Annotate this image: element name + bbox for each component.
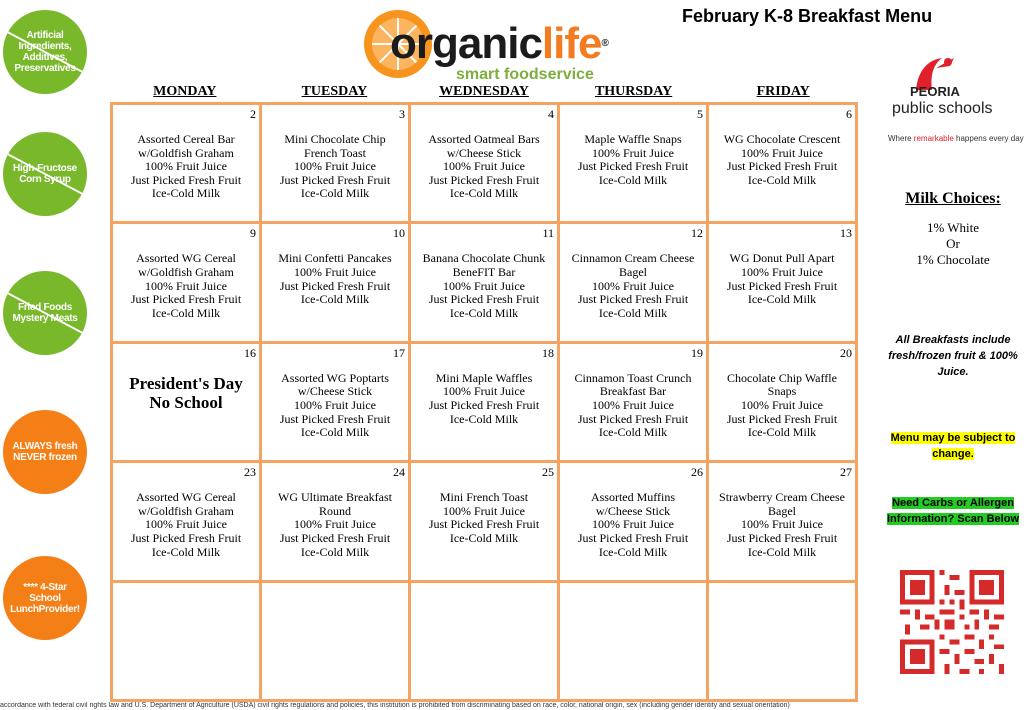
menu-item: Round [318,503,351,518]
menu-item: Cinnamon Toast Crunch [574,370,692,385]
menu-items [411,344,557,426]
menu-item: w/Cheese Stick [446,145,522,160]
peoria-tagline: Where remarkable happens every day [888,134,1024,143]
menu-item: Ice-Cold Milk [598,544,668,559]
day-number: 24 [393,465,405,480]
menu-item: Bagel [619,264,647,279]
logo-tagline: smart foodservice [456,66,594,83]
breakfast-note: All Breakfasts include fresh/frozen fruit & 100% Juice. [888,334,1018,378]
menu-item: Ice-Cold Milk [747,292,817,307]
menu-item: Ice-Cold Milk [300,544,370,559]
day-cell [560,463,706,579]
weekday-monday: MONDAY [153,84,217,99]
menu-item: 100% Fruit Juice [592,278,674,293]
menu-item: Just Picked Fresh Fruit [577,411,689,426]
menu-item: Assorted Muffins [590,490,676,505]
menu-item: Just Picked Fresh Fruit [279,530,391,545]
menu-item: Chocolate Chip Waffle [727,370,837,385]
menu-item: WG Ultimate Breakfast [278,490,392,505]
menu-item: 100% Fruit Juice [145,517,227,532]
nondiscrimination-footer: accordance with federal civil rights law and U.S. Department of Agriculture (USDA) civil rights regulations and policies, this institution is prohibited from discriminating based on race, color, national origin, sex (including gender identity and sexual orientation) [0,702,790,709]
day-number: 6 [846,107,852,121]
menu-item: Ice-Cold Milk [747,544,817,559]
badge-text: Fried Foods Mystery Meats [12,302,78,324]
menu-item: Just Picked Fresh Fruit [130,292,242,307]
peoria-title: PEORIA [910,84,960,99]
day-number: 18 [542,345,554,360]
peoria-subtitle: public schools [892,100,993,117]
day-number: 5 [697,107,703,121]
menu-item: 100% Fruit Juice [741,264,823,279]
menu-title: February K-8 Breakfast Menu [682,6,933,26]
menu-item: Ice-Cold Milk [747,172,817,187]
day-cell [411,463,557,579]
milk-choices-title: Milk Choices: [905,190,1001,207]
menu-item: w/Goldfish Graham [138,503,234,518]
day-cell [709,583,855,699]
menu-item: 100% Fruit Juice [741,145,823,160]
menu-items [411,463,557,545]
menu-item: Ice-Cold Milk [449,530,519,545]
day-number: 20 [840,345,852,360]
menu-item: 100% Fruit Juice [145,278,227,293]
milk-option: 1% White [926,220,980,235]
menu-item: 100% Fruit Juice [741,517,823,532]
day-cell [262,105,408,221]
menu-item: Just Picked Fresh Fruit [577,159,689,174]
day-number: 27 [840,465,852,480]
menu-item: 100% Fruit Juice [592,397,674,412]
day-number: 9 [250,226,256,241]
day-cell [113,463,259,579]
menu-items [411,224,557,320]
menu-item: Ice-Cold Milk [300,292,370,307]
menu-item: French Toast [304,145,366,160]
day-cell [262,344,408,460]
menu-item: Ice-Cold Milk [598,425,668,440]
day-cell [709,105,855,221]
menu-item: Ice-Cold Milk [449,411,519,426]
day-cell [560,224,706,340]
menu-item: Ice-Cold Milk [151,544,221,559]
menu-item: Just Picked Fresh Fruit [279,172,391,187]
menu-item: Snaps [767,384,797,399]
day-cell [113,344,259,460]
menu-item: 100% Fruit Juice [443,384,525,399]
menu-item: Just Picked Fresh Fruit [428,397,540,412]
menu-item: Just Picked Fresh Fruit [428,517,540,532]
menu-item: 100% Fruit Juice [592,517,674,532]
menu-item: Ice-Cold Milk [151,305,221,320]
milk-choices-list [884,220,1022,268]
menu-item: Assorted WG Poptarts [281,370,389,385]
menu-items [262,224,408,306]
menu-item: Banana Chocolate Chunk [422,251,546,266]
menu-items [709,583,855,611]
menu-item: Just Picked Fresh Fruit [279,411,391,426]
day-cell [411,224,557,340]
menu-items [262,344,408,440]
day-number: 23 [244,465,256,480]
menu-item: Cinnamon Cream Cheese [571,251,695,266]
menu-items [560,224,706,320]
day-cell [262,583,408,699]
menu-items [113,344,259,412]
menu-item: Ice-Cold Milk [300,186,370,201]
menu-item: Just Picked Fresh Fruit [726,411,838,426]
menu-items [560,344,706,440]
badge-1 [3,10,87,94]
menu-calendar [110,102,858,702]
menu-items [262,105,408,201]
milk-option: 1% Chocolate [916,252,990,267]
day-number: 16 [244,345,256,360]
day-number: 2 [250,107,256,121]
day-cell [113,583,259,699]
menu-item: 100% Fruit Juice [592,145,674,160]
menu-item: 100% Fruit Juice [294,517,376,532]
day-number: 3 [399,107,405,121]
menu-item: Just Picked Fresh Fruit [279,278,391,293]
menu-item: Just Picked Fresh Fruit [726,530,838,545]
menu-items [262,463,408,559]
menu-item: Just Picked Fresh Fruit [726,278,838,293]
menu-items [560,583,706,611]
menu-items [262,583,408,611]
badge-5 [3,556,87,640]
badge-text: **** 4-Star School LunchProvider! [10,581,80,615]
menu-item: Just Picked Fresh Fruit [428,172,540,187]
menu-item: Strawberry Cream Cheese [719,490,845,505]
day-cell [113,105,259,221]
menu-item: Assorted Cereal Bar [137,132,235,146]
day-cell [560,105,706,221]
menu-item: Ice-Cold Milk [747,425,817,440]
day-cell [709,224,855,340]
day-cell [411,105,557,221]
menu-items [113,105,259,201]
menu-items [709,344,855,440]
day-number: 17 [393,345,405,360]
day-cell [709,463,855,579]
menu-items [411,583,557,611]
menu-item: w/Goldfish Graham [138,264,234,279]
menu-item: 100% Fruit Juice [741,397,823,412]
menu-item: 100% Fruit Juice [443,159,525,174]
menu-item: Mini Confetti Pancakes [278,251,392,266]
day-number: 11 [542,226,554,241]
menu-item: Mini Maple Waffles [435,370,533,385]
menu-item: Ice-Cold Milk [449,305,519,320]
menu-items [709,463,855,559]
menu-item: Ice-Cold Milk [300,425,370,440]
weekday-wednesday: WEDNESDAY [439,84,529,99]
carbs-allergen-note: Need Carbs or Allergen Information? Scan Below [886,497,1019,525]
day-cell [560,344,706,460]
menu-item: BeneFIT Bar [452,264,516,279]
weekday-tuesday: TUESDAY [301,84,368,99]
menu-items [113,224,259,320]
menu-item: Maple Waffle Snaps [584,132,682,146]
menu-items [560,105,706,187]
badge-2 [3,132,87,216]
menu-item: w/Cheese Stick [595,503,671,518]
menu-item: WG Chocolate Crescent [723,132,841,146]
menu-item: 100% Fruit Juice [443,503,525,518]
menu-item: Assorted WG Cereal [136,251,236,266]
menu-item: Just Picked Fresh Fruit [130,530,242,545]
menu-item: 100% Fruit Juice [145,159,227,174]
weekday-thursday: THURSDAY [594,84,673,99]
day-cell [411,344,557,460]
menu-item: Assorted WG Cereal [136,490,236,505]
badge-text: High-Fructose Corn Syrup [13,163,77,185]
subject-to-change-note: Menu may be subject to change. [890,432,1016,460]
menu-item: Just Picked Fresh Fruit [577,530,689,545]
day-number: 25 [542,465,554,480]
organiclife-logo [364,10,654,88]
menu-item: Ice-Cold Milk [151,186,221,201]
badge-4 [3,410,87,494]
milk-option: Or [946,236,960,251]
menu-items [113,583,259,611]
menu-item: Ice-Cold Milk [449,186,519,201]
menu-items [709,105,855,187]
menu-item: Ice-Cold Milk [598,305,668,320]
menu-item: WG Donut Pull Apart [729,251,835,266]
menu-item: Ice-Cold Milk [598,172,668,187]
menu-item: Breakfast Bar [599,384,667,399]
menu-item: 100% Fruit Juice [294,264,376,279]
menu-item: Assorted Oatmeal Bars [428,132,540,146]
day-cell [262,224,408,340]
day-cell [709,344,855,460]
menu-item: 100% Fruit Juice [443,278,525,293]
weekday-friday: FRIDAY [756,84,810,99]
menu-item: 100% Fruit Juice [294,159,376,174]
day-number: 4 [548,107,554,121]
day-number: 26 [691,465,703,480]
qr-code-icon[interactable] [900,570,1004,674]
badge-text: Artificial Ingredients, Additives, Preservatives [14,30,76,74]
menu-items [709,224,855,306]
menu-item: w/Cheese Stick [297,384,373,399]
weekday-header-row [110,84,858,102]
day-cell [560,583,706,699]
menu-items [113,463,259,559]
menu-item: Just Picked Fresh Fruit [130,172,242,187]
menu-item: President's Day [129,373,243,393]
day-cell [113,224,259,340]
day-cell [411,583,557,699]
day-number: 19 [691,345,703,360]
menu-item: w/Goldfish Graham [138,145,234,160]
menu-item: 100% Fruit Juice [294,397,376,412]
menu-item: Bagel [768,503,796,518]
menu-item: Just Picked Fresh Fruit [428,292,540,307]
menu-items [560,463,706,559]
menu-item: Just Picked Fresh Fruit [726,159,838,174]
menu-item: Mini Chocolate Chip [284,132,386,146]
day-number: 13 [840,226,852,241]
badge-text: ALWAYS fresh NEVER frozen [12,441,78,463]
day-number: 10 [393,226,405,241]
logo-wordmark: organiclife® [390,19,608,68]
day-number: 12 [691,226,703,241]
menu-item: Just Picked Fresh Fruit [577,292,689,307]
peoria-logo [884,54,1024,150]
menu-item: No School [149,392,223,412]
menu-item: Mini French Toast [439,490,529,505]
day-cell [262,463,408,579]
menu-items [411,105,557,201]
badge-3 [3,271,87,355]
